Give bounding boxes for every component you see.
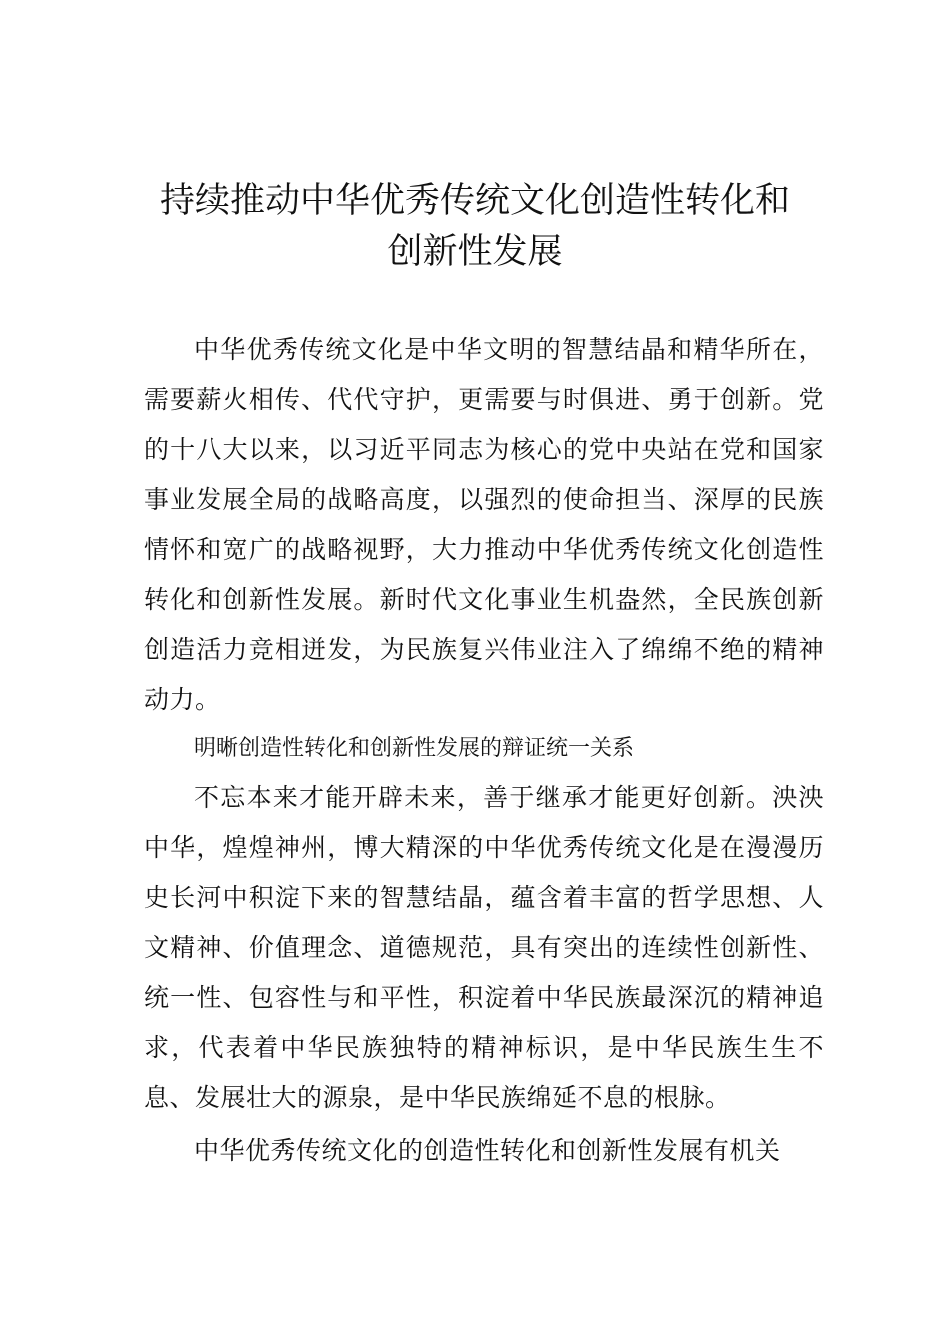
paragraph-intro: 中华优秀传统文化是中华文明的智慧结晶和精华所在，需要薪火相传、代代守护，更需要与时俱进、勇于创新。党的十八大以来，以习近平同志为核心的党中央站在党和国家事业发展全局的战略高度，以强烈的使命担当、深厚的民族情怀和宽广的战略视野，大力推动中华优秀传统文化创造性转化和创新性发展。新时代文化事业生机盎然，全民族创新创造活力竞相迸发，为民族复兴伟业注入了绵绵不绝的精神动力。: [144, 335, 824, 714]
document-body: [144, 325, 824, 1176]
document-title: [0, 176, 950, 278]
paragraph-section-2: 中华优秀传统文化的创造性转化和创新性发展有机关: [194, 1136, 781, 1165]
section-heading: 明晰创造性转化和创新性发展的辩证统一关系: [194, 736, 635, 761]
title-line-1: 持续推动中华优秀传统文化创造性转化和: [159, 181, 790, 221]
title-line-2: 创新性发展: [387, 232, 563, 272]
paragraph-section-1: 不忘本来才能开辟未来，善于继承才能更好创新。泱泱中华，煌煌神州，博大精深的中华优秀传统文化是在漫漫历史长河中积淀下来的智慧结晶，蕴含着丰富的哲学思想、人文精神、价值理念、道德规范，具有突出的连续性创新性、统一性、包容性与和平性，积淀着中华民族最深沉的精神追求，代表着中华民族独特的精神标识，是中华民族生生不息、发展壮大的源泉，是中华民族绵延不息的根脉。: [144, 783, 824, 1112]
